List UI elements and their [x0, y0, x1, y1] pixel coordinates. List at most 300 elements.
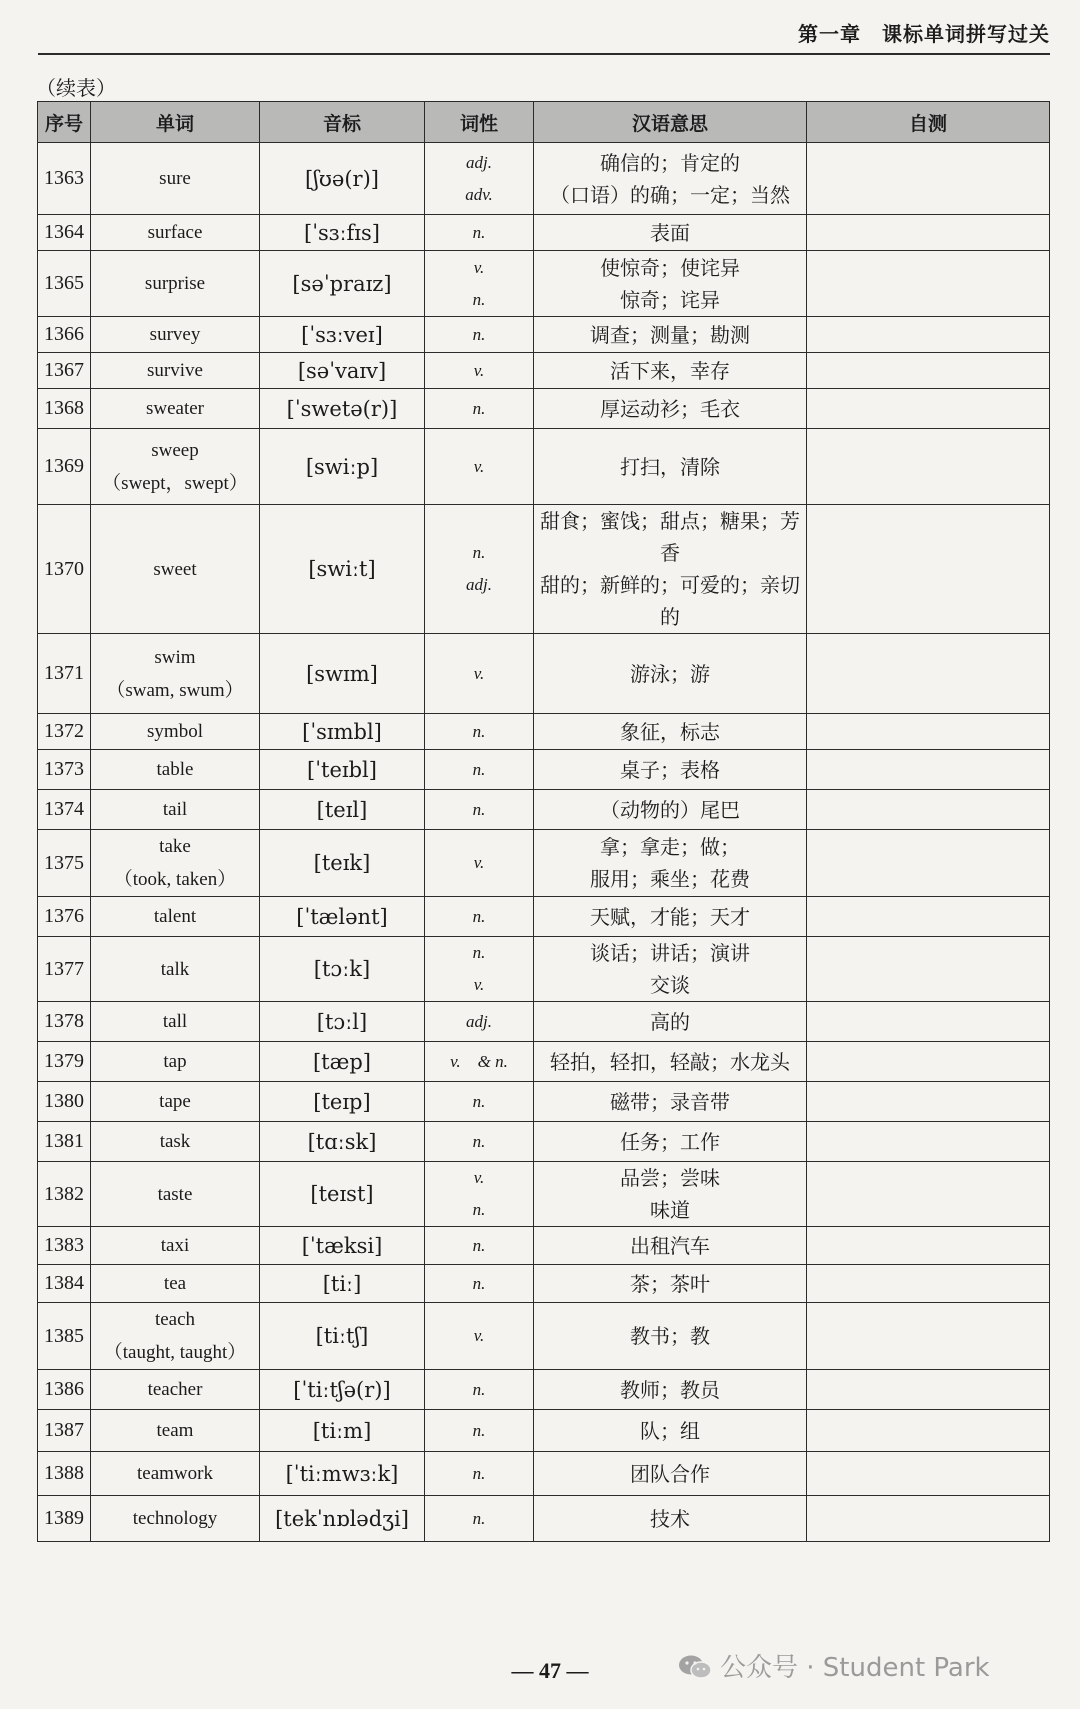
meaning-line: 厚运动衫；毛衣 — [600, 396, 740, 421]
table-row — [38, 1082, 1050, 1122]
entry-number: 1384 — [38, 1265, 91, 1303]
watermark — [678, 1647, 990, 1684]
table-row — [38, 429, 1050, 505]
entry-word — [91, 830, 260, 897]
entry-number: 1371 — [38, 634, 91, 714]
col-header-meaning: 汉语意思 — [534, 102, 807, 143]
entry-phonetic: [swiːp] — [260, 429, 425, 505]
word-line: talk — [160, 958, 190, 980]
word-line: survey — [149, 324, 201, 345]
word-line: swim — [154, 646, 196, 668]
pos-line: adj. — [466, 1011, 492, 1031]
pos-line: n. — [472, 1379, 486, 1399]
col-header-self-test: 自测 — [807, 102, 1050, 143]
entry-meaning — [534, 897, 807, 937]
entry-number: 1370 — [38, 505, 91, 634]
entry-word — [91, 389, 260, 429]
entry-meaning — [534, 1162, 807, 1227]
self-test-cell — [807, 1452, 1050, 1496]
entry-word — [91, 1042, 260, 1082]
entry-pos — [425, 937, 534, 1002]
watermark-text: 公众号 · Student Park — [720, 1653, 990, 1683]
meaning-line: （口语）的确；一定；当然 — [550, 182, 790, 207]
word-line: teach — [154, 1309, 196, 1330]
entry-phonetic: [swɪm] — [260, 634, 425, 714]
wechat-icon — [678, 1654, 712, 1680]
entry-number: 1387 — [38, 1410, 91, 1452]
entry-number: 1382 — [38, 1162, 91, 1227]
meaning-line: 轻拍，轻扣，轻敲；水龙头 — [550, 1049, 790, 1074]
entry-word — [91, 317, 260, 353]
entry-number: 1373 — [38, 750, 91, 790]
pos-line: v. — [473, 853, 485, 872]
pos-line: v. & n. — [450, 1051, 508, 1071]
entry-word — [91, 215, 260, 251]
entry-meaning — [534, 251, 807, 317]
entry-phonetic: [tɑːsk] — [260, 1122, 425, 1162]
meaning-line: 教师；教员 — [620, 1377, 720, 1402]
pos-line: n. — [472, 324, 486, 344]
entry-phonetic: [swiːt] — [260, 505, 425, 634]
header-rule — [38, 53, 1050, 55]
entry-pos — [425, 1496, 534, 1542]
entry-pos — [425, 389, 534, 429]
entry-phonetic: [ˈsɜːveɪ] — [260, 317, 425, 353]
entry-word — [91, 1082, 260, 1122]
entry-meaning — [534, 750, 807, 790]
meaning-line: 教书；教 — [630, 1324, 710, 1348]
entry-word — [91, 1122, 260, 1162]
table-row — [38, 1265, 1050, 1303]
entry-meaning — [534, 1042, 807, 1082]
pos-line: n. — [472, 1091, 486, 1111]
entry-meaning — [534, 1002, 807, 1042]
pos-line: v. — [473, 975, 485, 994]
entry-phonetic: [tiːtʃ] — [260, 1303, 425, 1370]
entry-number: 1375 — [38, 830, 91, 897]
entry-meaning — [534, 1122, 807, 1162]
page-header — [0, 0, 1080, 52]
entry-number: 1363 — [38, 143, 91, 215]
self-test-cell — [807, 1410, 1050, 1452]
table-row — [38, 897, 1050, 937]
pos-line: n. — [472, 759, 486, 779]
pos-line: n. — [472, 1273, 486, 1293]
col-header-word: 单词 — [91, 102, 260, 143]
table-row — [38, 1452, 1050, 1496]
word-line: tap — [163, 1051, 187, 1072]
meaning-line: 出租汽车 — [630, 1233, 710, 1258]
self-test-cell — [807, 251, 1050, 317]
word-line: symbol — [147, 721, 203, 742]
self-test-cell — [807, 1002, 1050, 1042]
entry-number: 1379 — [38, 1042, 91, 1082]
meaning-line: 甜食；蜜饯；甜点；糖果；芳香 — [540, 509, 800, 565]
entry-number: 1386 — [38, 1370, 91, 1410]
pos-line: n. — [472, 1463, 486, 1483]
pos-line: v. — [473, 663, 485, 683]
word-line: surface — [147, 222, 203, 243]
entry-number: 1388 — [38, 1452, 91, 1496]
self-test-cell — [807, 1496, 1050, 1542]
meaning-line: 味道 — [650, 1198, 690, 1222]
continued-label: （续表） — [36, 76, 116, 100]
entry-meaning — [534, 714, 807, 750]
entry-number: 1389 — [38, 1496, 91, 1542]
self-test-cell — [807, 389, 1050, 429]
meaning-line: 象征，标志 — [620, 719, 720, 744]
pos-line: n. — [472, 721, 486, 741]
word-line: surprise — [144, 273, 206, 294]
table-row — [38, 634, 1050, 714]
entry-phonetic: [ˈtæksi] — [260, 1227, 425, 1265]
self-test-cell — [807, 1303, 1050, 1370]
entry-phonetic: [tɔːl] — [260, 1002, 425, 1042]
meaning-line: 交谈 — [650, 973, 690, 997]
entry-word — [91, 429, 260, 505]
pos-line: n. — [472, 289, 486, 309]
entry-phonetic: [ˈtiːmwɜːk] — [260, 1452, 425, 1496]
entry-phonetic: [teɪk] — [260, 830, 425, 897]
entry-word — [91, 1370, 260, 1410]
entry-meaning — [534, 215, 807, 251]
entry-phonetic: [səˈpraɪz] — [260, 251, 425, 317]
word-line: talent — [153, 906, 197, 927]
word-line: table — [156, 759, 194, 780]
meaning-line: 活下来，幸存 — [610, 358, 730, 383]
meaning-line: 惊奇；诧异 — [620, 287, 720, 312]
entry-pos — [425, 317, 534, 353]
word-line: tail — [162, 799, 188, 820]
entry-meaning — [534, 1410, 807, 1452]
entry-number: 1367 — [38, 353, 91, 389]
meaning-line: 拿；拿走；做； — [600, 835, 740, 859]
entry-number: 1380 — [38, 1082, 91, 1122]
entry-number: 1369 — [38, 429, 91, 505]
entry-number: 1385 — [38, 1303, 91, 1370]
entry-word — [91, 937, 260, 1002]
entry-pos — [425, 750, 534, 790]
table-row — [38, 790, 1050, 830]
self-test-cell — [807, 830, 1050, 897]
self-test-cell — [807, 714, 1050, 750]
entry-number: 1383 — [38, 1227, 91, 1265]
word-line: tea — [163, 1273, 187, 1294]
self-test-cell — [807, 353, 1050, 389]
pos-line: v. — [473, 456, 485, 476]
table-row — [38, 353, 1050, 389]
entry-pos — [425, 353, 534, 389]
entry-phonetic: [teɪp] — [260, 1082, 425, 1122]
table-row — [38, 1303, 1050, 1370]
table-row — [38, 1042, 1050, 1082]
entry-word — [91, 1303, 260, 1370]
word-line: taste — [157, 1183, 193, 1205]
table-row — [38, 714, 1050, 750]
entry-meaning — [534, 505, 807, 634]
table-row — [38, 830, 1050, 897]
pos-line: n. — [472, 222, 486, 242]
table-header-row — [38, 102, 1050, 143]
pos-line: n. — [472, 1420, 486, 1440]
page-number: — 47 — — [511, 1658, 589, 1683]
entry-pos — [425, 215, 534, 251]
entry-word — [91, 714, 260, 750]
pos-line: n. — [472, 906, 486, 926]
entry-phonetic: [tæp] — [260, 1042, 425, 1082]
self-test-cell — [807, 897, 1050, 937]
word-line: sweet — [153, 558, 197, 580]
entry-pos — [425, 143, 534, 215]
entry-pos — [425, 1002, 534, 1042]
pos-line: v. — [473, 1326, 485, 1345]
table-row — [38, 1496, 1050, 1542]
self-test-cell — [807, 750, 1050, 790]
entry-pos — [425, 1042, 534, 1082]
word-line: teacher — [147, 1379, 203, 1400]
entry-phonetic: [ˈsɜːfɪs] — [260, 215, 425, 251]
pos-line: n. — [472, 943, 486, 962]
pos-line: v. — [473, 1168, 485, 1187]
word-line: （taught, taught） — [103, 1342, 247, 1363]
col-header-number: 序号 — [38, 102, 91, 143]
meaning-line: 调查；测量；勘测 — [590, 322, 750, 347]
entry-word — [91, 353, 260, 389]
pos-line: n. — [472, 1200, 486, 1219]
entry-number: 1365 — [38, 251, 91, 317]
entry-meaning — [534, 1496, 807, 1542]
entry-pos — [425, 1452, 534, 1496]
word-line: （swept，swept） — [102, 472, 248, 494]
col-header-phonetic: 音标 — [260, 102, 425, 143]
self-test-cell — [807, 1082, 1050, 1122]
self-test-cell — [807, 429, 1050, 505]
self-test-cell — [807, 634, 1050, 714]
table-row — [38, 1227, 1050, 1265]
table-row — [38, 1410, 1050, 1452]
pos-line: n. — [472, 799, 486, 819]
entry-meaning — [534, 830, 807, 897]
pos-line: n. — [472, 1235, 486, 1255]
meaning-line: 团队合作 — [630, 1461, 710, 1486]
entry-meaning — [534, 353, 807, 389]
table-row — [38, 1122, 1050, 1162]
self-test-cell — [807, 790, 1050, 830]
table-row — [38, 937, 1050, 1002]
entry-pos — [425, 1122, 534, 1162]
pos-line: adv. — [465, 184, 493, 204]
entry-phonetic: [ˈswetə(r)] — [260, 389, 425, 429]
entry-number: 1372 — [38, 714, 91, 750]
col-header-pos: 词性 — [425, 102, 534, 143]
table-row — [38, 1370, 1050, 1410]
self-test-cell — [807, 317, 1050, 353]
word-line: tall — [162, 1011, 188, 1032]
entry-phonetic: [ʃʊə(r)] — [260, 143, 425, 215]
entry-word — [91, 1496, 260, 1542]
word-line: take — [159, 836, 191, 857]
entry-pos — [425, 897, 534, 937]
entry-meaning — [534, 429, 807, 505]
entry-word — [91, 143, 260, 215]
meaning-line: 高的 — [650, 1009, 690, 1034]
table-row — [38, 505, 1050, 634]
entry-word — [91, 634, 260, 714]
entry-meaning — [534, 1227, 807, 1265]
self-test-cell — [807, 1122, 1050, 1162]
self-test-cell — [807, 1227, 1050, 1265]
meaning-line: 使惊奇；使诧异 — [600, 255, 740, 280]
entry-pos — [425, 429, 534, 505]
entry-number: 1366 — [38, 317, 91, 353]
word-line: sweep — [151, 439, 199, 461]
self-test-cell — [807, 505, 1050, 634]
entry-pos — [425, 505, 534, 634]
entry-meaning — [534, 1370, 807, 1410]
table-row — [38, 389, 1050, 429]
meaning-line: 任务；工作 — [620, 1129, 720, 1154]
pos-line: adj. — [466, 152, 492, 172]
pos-line: adj. — [466, 575, 492, 594]
pos-line: v. — [473, 257, 485, 277]
self-test-cell — [807, 215, 1050, 251]
meaning-line: 游泳；游 — [630, 661, 710, 686]
entry-word — [91, 1227, 260, 1265]
meaning-line: 天赋，才能；天才 — [590, 904, 750, 929]
self-test-cell — [807, 1265, 1050, 1303]
entry-pos — [425, 1082, 534, 1122]
entry-word — [91, 251, 260, 317]
self-test-cell — [807, 1162, 1050, 1227]
entry-pos — [425, 714, 534, 750]
self-test-cell — [807, 143, 1050, 215]
entry-phonetic: [ˈsɪmbl] — [260, 714, 425, 750]
meaning-line: 技术 — [650, 1506, 690, 1531]
self-test-cell — [807, 1042, 1050, 1082]
meaning-line: 品尝；尝味 — [620, 1166, 720, 1190]
meaning-line: 桌子；表格 — [620, 757, 720, 782]
meaning-line: 服用；乘坐；花费 — [590, 867, 750, 891]
entry-word — [91, 1410, 260, 1452]
entry-number: 1378 — [38, 1002, 91, 1042]
entry-pos — [425, 790, 534, 830]
word-line: team — [156, 1420, 194, 1441]
entry-pos — [425, 1162, 534, 1227]
entry-phonetic: [tekˈnɒlədʒi] — [260, 1496, 425, 1542]
entry-meaning — [534, 389, 807, 429]
entry-pos — [425, 1303, 534, 1370]
entry-word — [91, 505, 260, 634]
entry-phonetic: [teɪst] — [260, 1162, 425, 1227]
word-line: survive — [147, 360, 203, 381]
meaning-line: （动物的）尾巴 — [600, 797, 740, 822]
entry-number: 1381 — [38, 1122, 91, 1162]
entry-meaning — [534, 1303, 807, 1370]
entry-phonetic: [teɪl] — [260, 790, 425, 830]
word-line: sure — [159, 168, 191, 189]
word-line: taxi — [160, 1235, 190, 1256]
word-line: sweater — [145, 398, 205, 419]
pos-line: n. — [472, 1131, 486, 1151]
entry-meaning — [534, 1452, 807, 1496]
entry-phonetic: [səˈvaɪv] — [260, 353, 425, 389]
table-row — [38, 750, 1050, 790]
table-row — [38, 215, 1050, 251]
self-test-cell — [807, 1370, 1050, 1410]
entry-phonetic: [tiː] — [260, 1265, 425, 1303]
entry-meaning — [534, 937, 807, 1002]
entry-word — [91, 1002, 260, 1042]
entry-phonetic: [ˈteɪbl] — [260, 750, 425, 790]
entry-word — [91, 1452, 260, 1496]
entry-phonetic: [tɔːk] — [260, 937, 425, 1002]
entry-meaning — [534, 790, 807, 830]
entry-number: 1374 — [38, 790, 91, 830]
entry-word — [91, 1265, 260, 1303]
entry-phonetic: [tiːm] — [260, 1410, 425, 1452]
word-line: task — [159, 1131, 191, 1152]
entry-word — [91, 790, 260, 830]
entry-word — [91, 750, 260, 790]
meaning-line: 磁带；录音带 — [610, 1089, 730, 1114]
word-line: technology — [132, 1508, 218, 1529]
word-line: tape — [159, 1091, 191, 1112]
self-test-cell — [807, 937, 1050, 1002]
entry-pos — [425, 251, 534, 317]
entry-phonetic: [ˈtælənt] — [260, 897, 425, 937]
entry-word — [91, 897, 260, 937]
entry-number: 1377 — [38, 937, 91, 1002]
meaning-line: 队；组 — [640, 1418, 700, 1443]
word-line: teamwork — [137, 1463, 213, 1484]
entry-meaning — [534, 143, 807, 215]
meaning-line: 表面 — [650, 220, 690, 245]
table-row — [38, 1162, 1050, 1227]
entry-pos — [425, 830, 534, 897]
table-row — [38, 143, 1050, 215]
entry-meaning — [534, 1265, 807, 1303]
meaning-line: 谈话；讲话；演讲 — [590, 941, 750, 965]
entry-meaning — [534, 317, 807, 353]
meaning-line: 确信的；肯定的 — [600, 150, 740, 175]
entry-meaning — [534, 1082, 807, 1122]
pos-line: n. — [472, 398, 486, 418]
entry-pos — [425, 1227, 534, 1265]
meaning-line: 茶；茶叶 — [630, 1271, 710, 1296]
pos-line: n. — [472, 1508, 486, 1528]
word-line: （swam, swum） — [106, 679, 244, 701]
entry-pos — [425, 1410, 534, 1452]
meaning-line: 打扫，清除 — [620, 454, 720, 479]
entry-pos — [425, 1265, 534, 1303]
table-row — [38, 317, 1050, 353]
pos-line: v. — [473, 360, 485, 380]
table-row — [38, 1002, 1050, 1042]
entry-pos — [425, 634, 534, 714]
entry-number: 1368 — [38, 389, 91, 429]
vocabulary-table — [37, 101, 1050, 1542]
pos-line: n. — [472, 543, 486, 562]
word-line: （took, taken） — [113, 869, 237, 890]
entry-pos — [425, 1370, 534, 1410]
entry-phonetic: [ˈtiːtʃə(r)] — [260, 1370, 425, 1410]
meaning-line: 甜的；新鲜的；可爱的；亲切的 — [540, 573, 800, 629]
chapter-title: 第一章 课标单词拼写过关 — [798, 22, 1050, 46]
entry-number: 1364 — [38, 215, 91, 251]
table-row — [38, 251, 1050, 317]
entry-number: 1376 — [38, 897, 91, 937]
entry-meaning — [534, 634, 807, 714]
